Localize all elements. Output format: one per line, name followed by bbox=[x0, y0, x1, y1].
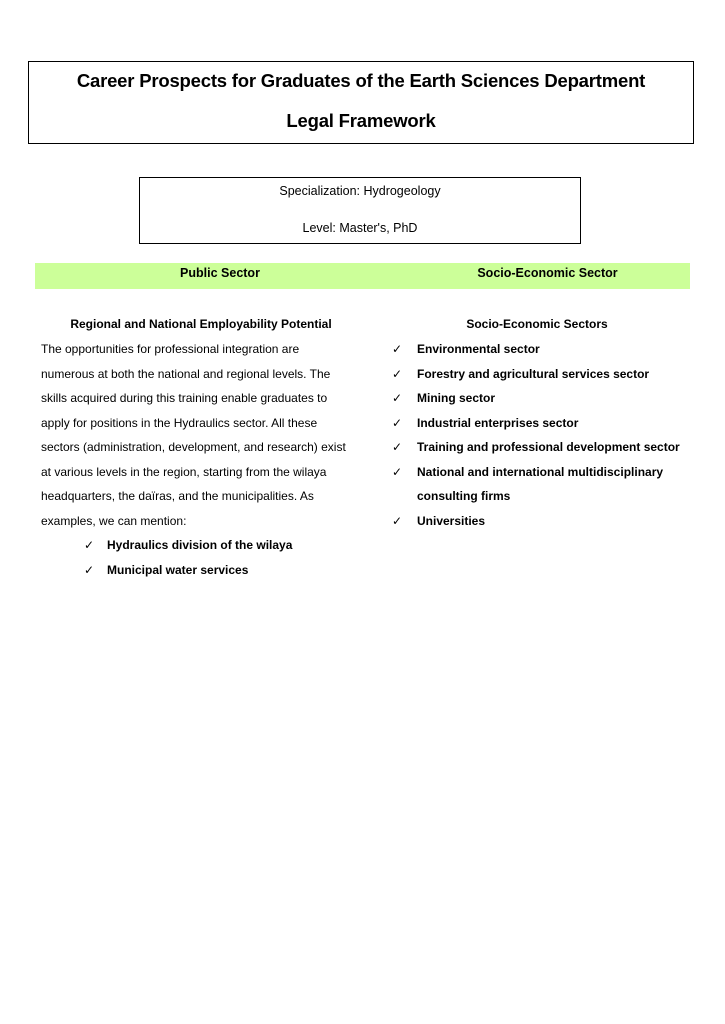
socio-economic-sector-label: Socio-Economic Sector bbox=[477, 266, 618, 280]
list-item-label: Forestry and agricultural services sector bbox=[417, 366, 650, 381]
checkmark-icon: ✓ bbox=[392, 464, 403, 479]
list-item bbox=[392, 337, 692, 362]
paragraph-line: headquarters, the daïras, and the municipalities. As bbox=[41, 489, 314, 503]
paragraph-line: apply for positions in the Hydraulics sector. All these bbox=[41, 415, 318, 430]
checkmark-icon: ✓ bbox=[392, 440, 403, 454]
list-item bbox=[41, 533, 361, 558]
socio-economic-heading: Socio-Economic Sectors bbox=[466, 317, 608, 331]
public-sector-column bbox=[41, 311, 361, 582]
public-sector-list bbox=[41, 533, 361, 582]
socio-economic-column bbox=[392, 311, 692, 533]
list-item bbox=[392, 509, 692, 534]
list-item bbox=[392, 435, 692, 460]
paragraph-line: numerous at both the national and regional levels. The bbox=[41, 366, 331, 381]
checkmark-icon: ✓ bbox=[84, 562, 95, 577]
list-item-label: National and international multidisciplinary consulting firms bbox=[417, 464, 664, 503]
checkmark-icon: ✓ bbox=[392, 342, 403, 356]
socio-economic-list bbox=[392, 337, 692, 533]
list-item-label: Environmental sector bbox=[417, 342, 540, 356]
checkmark-icon: ✓ bbox=[392, 391, 403, 405]
sector-header-bar bbox=[35, 263, 690, 289]
paragraph-line: sectors (administration, development, and research) exist bbox=[41, 440, 346, 454]
list-item-label: Hydraulics division of the wilaya bbox=[107, 538, 293, 552]
checkmark-icon: ✓ bbox=[392, 415, 403, 430]
document-subtitle: Legal Framework bbox=[286, 110, 436, 131]
paragraph-line: The opportunities for professional integration are bbox=[41, 342, 300, 356]
list-item-label: Training and professional development sector bbox=[417, 440, 680, 454]
employability-heading: Regional and National Employability Potential bbox=[70, 317, 332, 331]
list-item bbox=[41, 558, 361, 583]
title-box bbox=[28, 61, 694, 144]
public-sector-label: Public Sector bbox=[180, 266, 260, 280]
specialization-text: Specialization: Hydrogeology bbox=[279, 184, 441, 198]
paragraph-line: at various levels in the region, starting from the wilaya bbox=[41, 464, 327, 479]
checkmark-icon: ✓ bbox=[392, 366, 403, 381]
paragraph-line: examples, we can mention: bbox=[41, 513, 187, 528]
paragraph-line: skills acquired during this training enable graduates to bbox=[41, 391, 328, 405]
list-item bbox=[392, 386, 692, 411]
list-item-label: Mining sector bbox=[417, 391, 496, 405]
list-item-label: Universities bbox=[417, 513, 486, 528]
list-item bbox=[392, 362, 692, 387]
checkmark-icon: ✓ bbox=[84, 538, 95, 552]
list-item-label: Municipal water services bbox=[107, 562, 249, 577]
specialization-box bbox=[139, 177, 581, 244]
employability-paragraph bbox=[41, 337, 361, 533]
document-title: Career Prospects for Graduates of the Earth Sciences Department bbox=[76, 70, 646, 91]
list-item-label: Industrial enterprises sector bbox=[417, 415, 579, 430]
list-item bbox=[392, 460, 672, 509]
level-text: Level: Master's, PhD bbox=[302, 221, 418, 235]
list-item bbox=[392, 411, 692, 436]
checkmark-icon: ✓ bbox=[392, 513, 403, 528]
